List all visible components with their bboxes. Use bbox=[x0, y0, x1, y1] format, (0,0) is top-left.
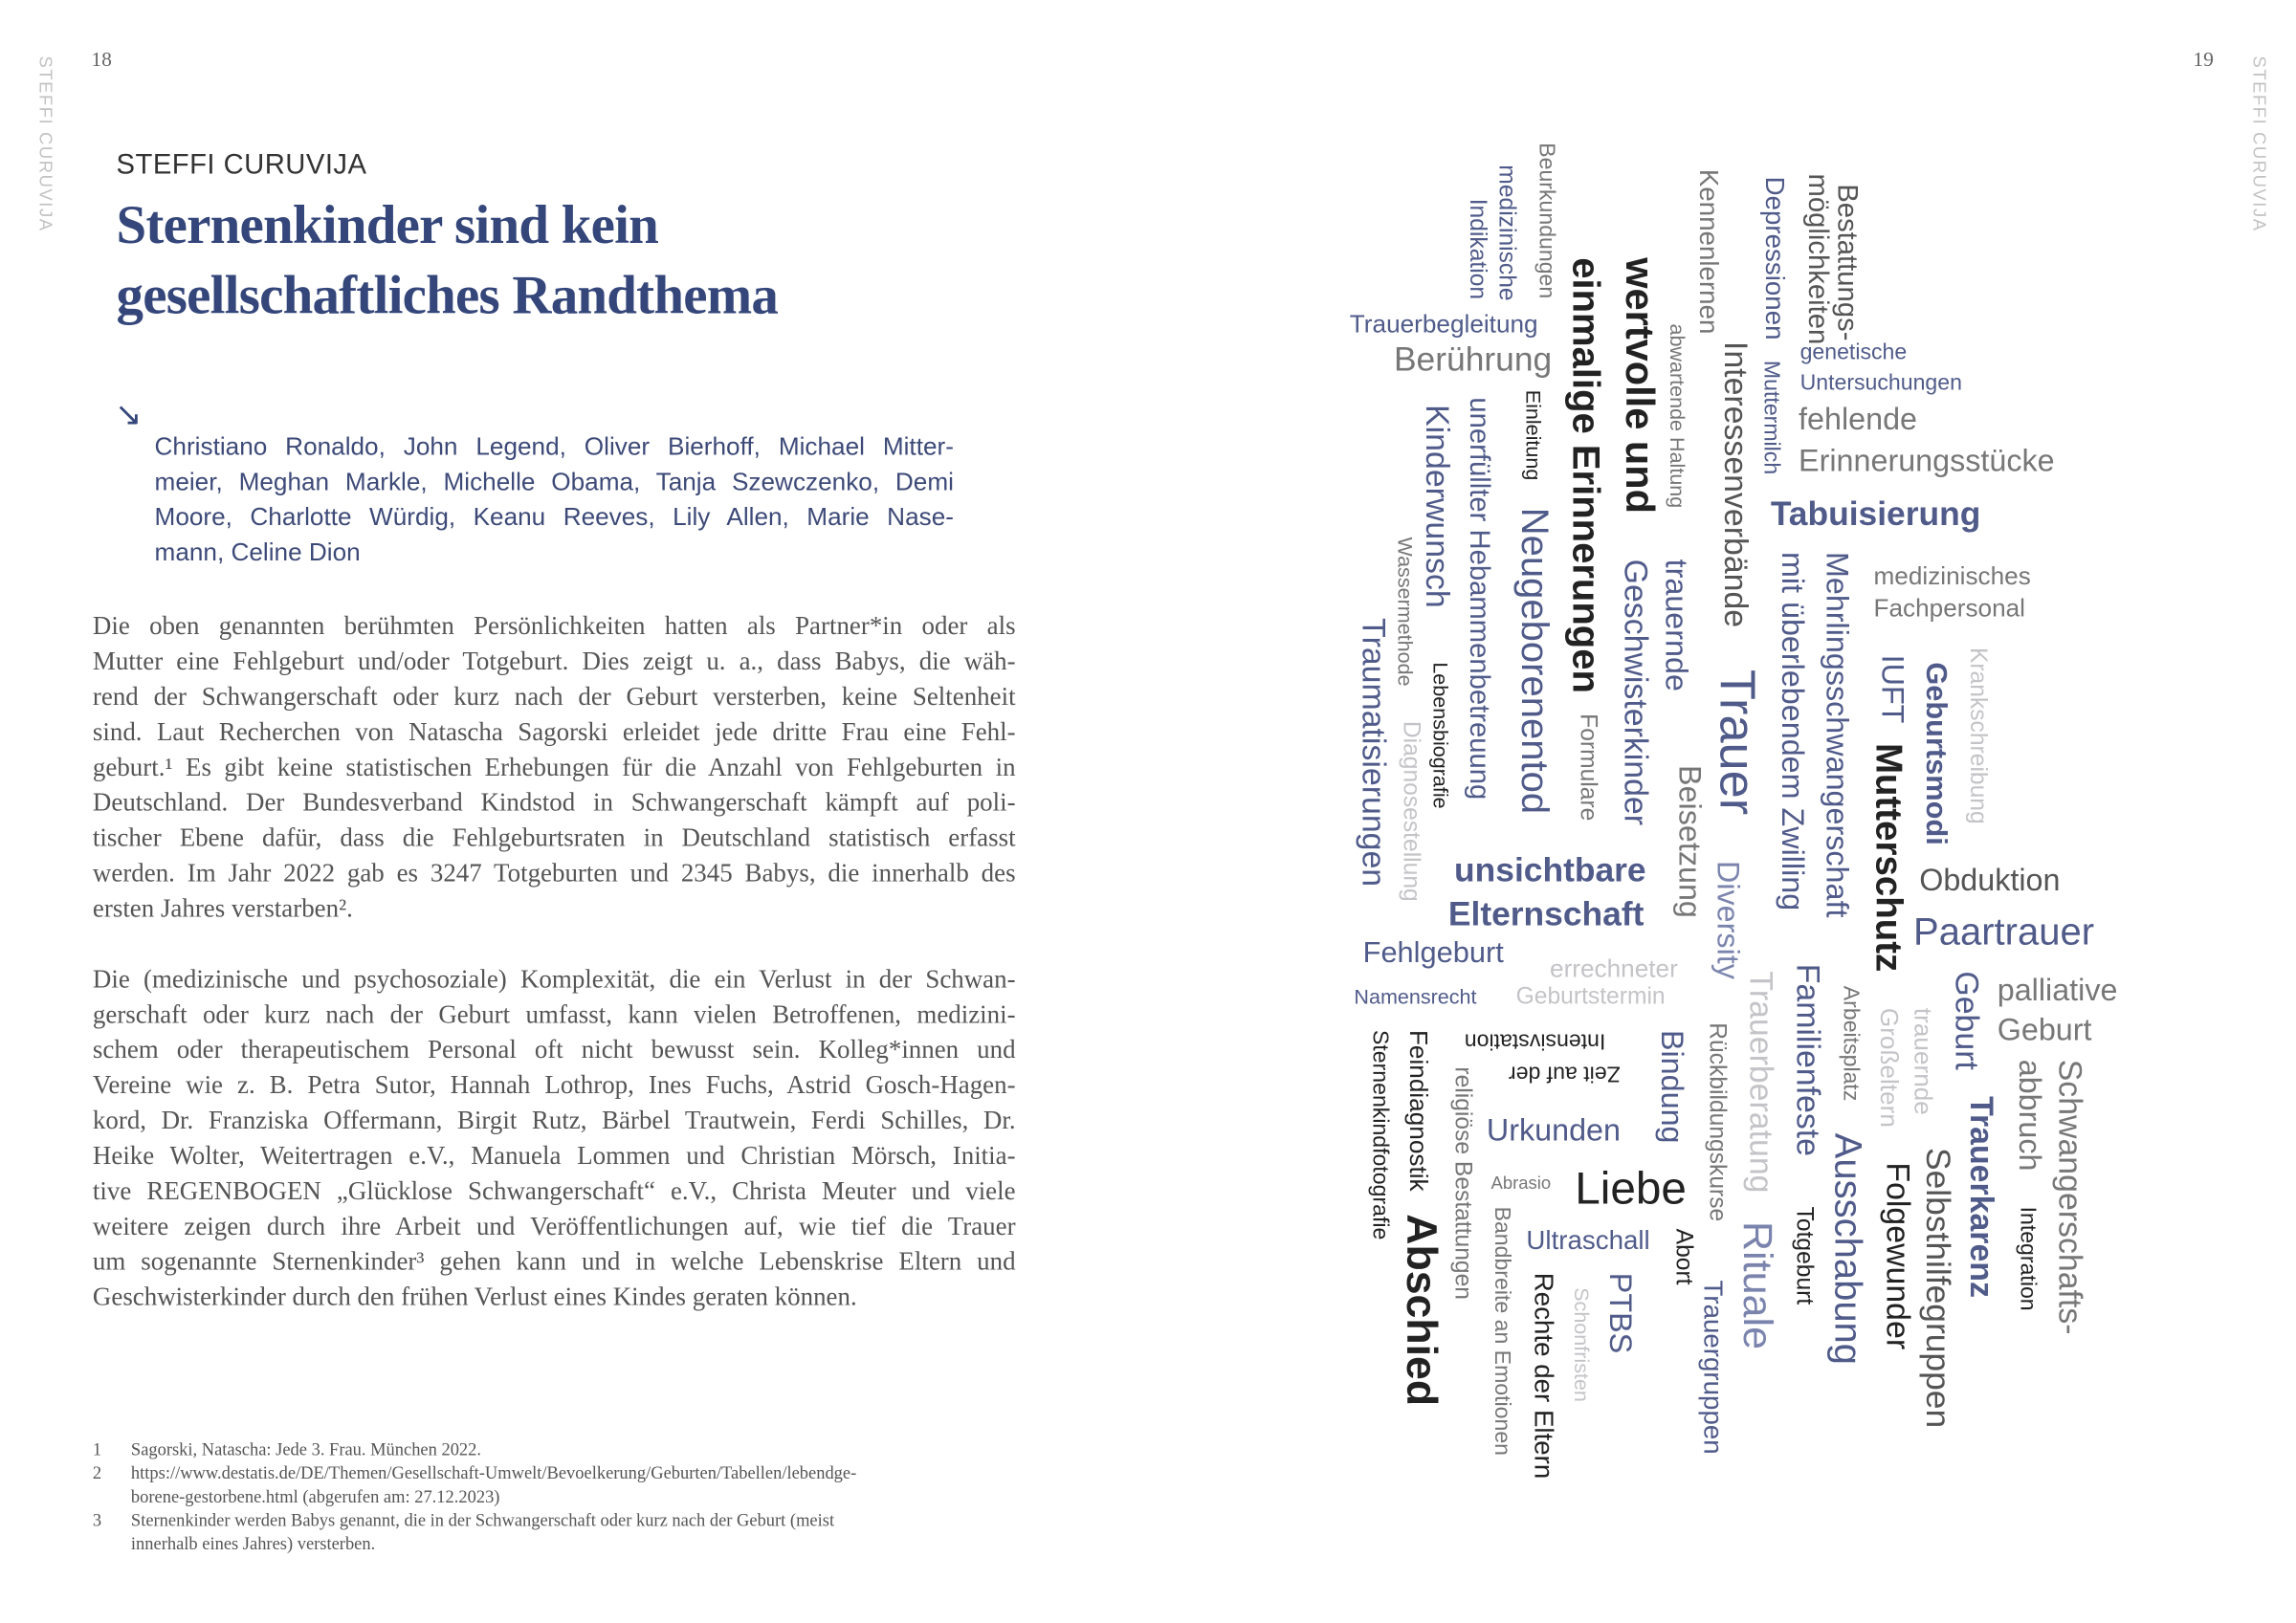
text-line: um sogenannte Sternenkinder³ gehen kann und in welche Lebenskrise Eltern und bbox=[92, 1246, 1016, 1276]
cloud-word: Ausschabung bbox=[1826, 1132, 1871, 1366]
cloud-word: Geburt bbox=[1948, 971, 1986, 1070]
cloud-word: Rechte der Eltern bbox=[1529, 1272, 1559, 1480]
footnote-text: Sagorski, Natascha: Jede 3. Frau. München 2022. bbox=[130, 1438, 482, 1460]
text-line: sind. Laut Recherchen von Natascha Sagorski erleidet jede dritte Frau eine Fehl- bbox=[92, 716, 1016, 747]
footnote bbox=[93, 1437, 976, 1461]
running-header-right: STEFFI CURUVIJA bbox=[2248, 55, 2270, 232]
cloud-word: Feindiagnostik bbox=[1403, 1029, 1432, 1192]
cloud-word: Schonfristen bbox=[1570, 1287, 1595, 1402]
cloud-word: Einleitung bbox=[1521, 389, 1546, 481]
text-line: Deutschland. Der Bundesverband Kindstod in Schwangerschaft kämpft auf poli- bbox=[92, 787, 1016, 817]
text-line: schem oder therapeutischem Personal oft nicht bewusst sein. Kolleg*innen und bbox=[92, 1034, 1016, 1064]
text-line: Geschwisterkinder durch den frühen Verlust eines Kindes geraten können. bbox=[92, 1282, 857, 1311]
cloud-word: Zeit auf der bbox=[1508, 1061, 1621, 1086]
page-number-left: 18 bbox=[91, 50, 112, 73]
cloud-word: Großeltern bbox=[1875, 1007, 1904, 1128]
cloud-word: fehlende bbox=[1799, 403, 1918, 437]
intro-line: Moore, Charlotte Würdig, Keanu Reeves, Lily Allen, Marie Nase- bbox=[154, 503, 954, 532]
cloud-word: medizinische bbox=[1493, 164, 1519, 301]
cloud-word: Trauer bbox=[1709, 669, 1765, 816]
footnote-text: borene-gestorbene.html (abgerufen am: 27.12.2023) bbox=[130, 1485, 500, 1507]
title-line: Sternenkinder sind kein bbox=[116, 195, 659, 256]
cloud-word: unsichtbare bbox=[1454, 850, 1646, 889]
cloud-word: Mehrlingsschwangerschaft bbox=[1819, 551, 1853, 918]
cloud-word: Wassermethode bbox=[1393, 537, 1418, 687]
cloud-word: Arbeitsplatz bbox=[1838, 985, 1864, 1102]
cloud-word: religiöse Bestattungen bbox=[1449, 1066, 1475, 1301]
cloud-word: Selbsthilfegruppen bbox=[1919, 1148, 1958, 1429]
cloud-word: Ultraschall bbox=[1526, 1225, 1650, 1256]
running-header-left: STEFFI CURUVIJA bbox=[34, 55, 56, 232]
cloud-word: Diagnosestellung bbox=[1398, 720, 1424, 902]
intro-line: mann, Celine Dion bbox=[154, 538, 361, 567]
cloud-word: trauernde bbox=[1658, 559, 1693, 691]
paragraph-2 bbox=[93, 961, 1016, 1314]
text-line: tive REGENBOGEN „Glücklose Schwangerschaft“ e.V., Christa Meuter und viele bbox=[92, 1175, 1016, 1206]
footnote-number: 3 bbox=[92, 1509, 102, 1531]
cloud-word: Beisetzung bbox=[1671, 765, 1707, 918]
intro-line: Christiano Ronaldo, John Legend, Oliver Bierhoff, Michael Mitter- bbox=[154, 432, 954, 461]
cloud-word: Urkunden bbox=[1486, 1113, 1621, 1149]
cloud-word: IUFT bbox=[1875, 654, 1910, 724]
arrow-down-right-icon: ↘ bbox=[115, 397, 143, 434]
footnote bbox=[93, 1461, 976, 1508]
cloud-word: Rückbildungskurse bbox=[1704, 1022, 1730, 1222]
cloud-word: abwartende Haltung bbox=[1666, 323, 1690, 509]
cloud-word: Fehlgeburt bbox=[1362, 937, 1504, 970]
cloud-word: Geburtsmodi bbox=[1919, 662, 1953, 845]
cloud-word: Indikation bbox=[1464, 198, 1490, 300]
cloud-word: Sternenkindfotografie bbox=[1367, 1029, 1393, 1240]
text-line: geburt.¹ Es gibt keine statistischen Erhebungen für die Anzahl von Fehlgeburten in bbox=[92, 752, 1016, 781]
cloud-word: Fachpersonal bbox=[1873, 594, 2025, 623]
cloud-word: Diversity bbox=[1710, 861, 1745, 979]
text-line: ersten Jahres verstarben². bbox=[92, 892, 353, 923]
text-line: tischer Ebene dafür, dass die Fehlgeburtsraten in Deutschland statistisch erfasst bbox=[92, 822, 1016, 852]
cloud-word: Beurkundungen bbox=[1534, 143, 1559, 299]
intro-names bbox=[155, 429, 954, 571]
cloud-word: Abschied bbox=[1397, 1214, 1445, 1407]
intro-line: meier, Meghan Markle, Michelle Obama, Tanja Szewczenko, Demi bbox=[154, 468, 954, 496]
cloud-word: medizinisches bbox=[1873, 561, 2031, 590]
cloud-word: Integration bbox=[2015, 1206, 2041, 1311]
cloud-word: Elternschaft bbox=[1447, 894, 1645, 933]
cloud-word: Intensivstation bbox=[1464, 1028, 1606, 1054]
cloud-word: Folgewunder bbox=[1879, 1162, 1917, 1350]
cloud-word: Muttermilch bbox=[1758, 360, 1784, 475]
text-line: Die (medizinische und psychosoziale) Komplexität, die ein Verlust in der Schwan- bbox=[92, 963, 1016, 994]
cloud-word: Tabuisierung bbox=[1770, 493, 1981, 533]
cloud-word: Geburtstermin bbox=[1515, 984, 1666, 1010]
cloud-word: Trauerkarenz bbox=[1963, 1096, 2000, 1298]
cloud-word: mit überlebendem Zwilling bbox=[1775, 551, 1809, 911]
cloud-word: Berührung bbox=[1393, 340, 1553, 379]
text-line: kord, Dr. Franziska Offermann, Birgit Rutz, Bärbel Trautwein, Ferdi Schilles, Dr. bbox=[92, 1105, 1016, 1135]
cloud-word: Formulare bbox=[1575, 713, 1601, 822]
cloud-word: Abrasio bbox=[1490, 1173, 1552, 1194]
cloud-word: Bindung bbox=[1654, 1029, 1689, 1144]
cloud-word: Erinnerungsstücke bbox=[1799, 444, 2055, 479]
cloud-word: Familienfeste bbox=[1789, 963, 1827, 1157]
cloud-word: einmalige Erinnerungen bbox=[1564, 257, 1609, 693]
cloud-word: Liebe bbox=[1575, 1162, 1687, 1215]
cloud-word: Depressionen bbox=[1760, 176, 1790, 340]
cloud-word: errechneter bbox=[1550, 954, 1678, 983]
cloud-word: Trauergruppen bbox=[1698, 1280, 1729, 1455]
cloud-word: Obduktion bbox=[1919, 864, 2061, 898]
cloud-word: Bestattungs- bbox=[1830, 184, 1863, 341]
cloud-word: Namensrecht bbox=[1354, 984, 1477, 1008]
footnotes bbox=[93, 1437, 976, 1555]
cloud-word: Kennenlernen bbox=[1693, 168, 1724, 335]
text-line: rend der Schwangerschaft oder kurz nach der Geburt versterben, keine Seltenheit bbox=[92, 681, 1016, 712]
cloud-word: trauernde bbox=[1909, 1007, 1937, 1115]
cloud-word: Geschwisterkinder bbox=[1617, 559, 1655, 826]
cloud-word: möglichkeiten bbox=[1801, 173, 1833, 345]
text-line: Die oben genannten berühmten Persönlichkeiten hatten als Partner*in oder als bbox=[92, 610, 1016, 641]
cloud-word: Geburt bbox=[1997, 1014, 2092, 1048]
footnote-number: 1 bbox=[92, 1438, 102, 1460]
text-line: werden. Im Jahr 2022 gab es 3247 Totgeburten und 2345 Babys, die innerhalb des bbox=[92, 857, 1016, 888]
cloud-word: Rituale bbox=[1734, 1220, 1781, 1350]
text-line: weitere zeigen durch ihre Arbeit und Veröffentlichungen auf, wie tief die Trauer bbox=[92, 1211, 1016, 1240]
text-line: gerschaft oder kurz nach der Geburt umfasst, kann vielen Betroffenen, medizini- bbox=[92, 998, 1016, 1029]
cloud-word: PTBS bbox=[1602, 1272, 1637, 1354]
chapter-title bbox=[117, 191, 779, 333]
footnote-text: innerhalb eines Jahres) versterben. bbox=[130, 1533, 376, 1554]
cloud-word: genetische bbox=[1799, 340, 1908, 365]
cloud-word: Trauerberatung bbox=[1742, 971, 1780, 1194]
cloud-word: abbruch bbox=[2012, 1059, 2046, 1172]
page-number-right: 19 bbox=[2193, 50, 2214, 73]
text-line: Vereine wie z. B. Petra Sutor, Hannah Lothrop, Ines Fuchs, Astrid Gosch-Hagen- bbox=[92, 1069, 1016, 1100]
footnote-text: Sternenkinder werden Babys genannt, die in der Schwangerschaft oder kurz nach der Geburt (meist bbox=[130, 1509, 835, 1531]
cloud-word: Krankschreibung bbox=[1964, 647, 1991, 824]
cloud-word: unerfüllter Hebammenbetreuung bbox=[1463, 397, 1494, 801]
footnote bbox=[93, 1508, 976, 1555]
paragraph-1 bbox=[93, 607, 1016, 925]
cloud-word: Interessenverbände bbox=[1717, 340, 1755, 628]
cloud-word: Lebensbiografie bbox=[1428, 662, 1453, 809]
cloud-word: Untersuchungen bbox=[1799, 370, 1962, 396]
cloud-word: Neugeborenentod bbox=[1512, 507, 1557, 815]
cloud-word: Trauerbegleitung bbox=[1349, 310, 1538, 339]
cloud-word: Bandbreite an Emotionen bbox=[1489, 1206, 1515, 1457]
footnote-link[interactable]: https://www.destatis.de/DE/Themen/Gesellschaft-Umwelt/Bevoelkerung/Geburten/Tabellen/lebendge- bbox=[130, 1462, 857, 1483]
text-line: Heike Wolter, Weitertragen e.V., Manuela Lommen und Christian Mörsch, Initia- bbox=[92, 1140, 1016, 1171]
cloud-word: Kinderwunsch bbox=[1419, 405, 1456, 608]
text-line: Mutter eine Fehlgeburt und/oder Totgeburt. Dies zeigt u. a., dass Babys, die wäh- bbox=[92, 646, 1016, 676]
author-name: STEFFI CURUVIJA bbox=[116, 149, 367, 182]
cloud-word: wertvolle und bbox=[1617, 257, 1662, 514]
cloud-word: Traumatisierungen bbox=[1355, 618, 1393, 888]
cloud-word: palliative bbox=[1997, 974, 2118, 1008]
cloud-word: Abort bbox=[1670, 1228, 1696, 1285]
cloud-word: Totgeburt bbox=[1791, 1206, 1817, 1305]
footnote-number: 2 bbox=[92, 1462, 102, 1483]
cloud-word: Schwangerschafts- bbox=[2051, 1059, 2089, 1335]
title-line: gesellschaftliches Randthema bbox=[116, 266, 779, 327]
cloud-word: Mutterschutz bbox=[1867, 742, 1910, 973]
cloud-word: Paartrauer bbox=[1913, 909, 2095, 954]
